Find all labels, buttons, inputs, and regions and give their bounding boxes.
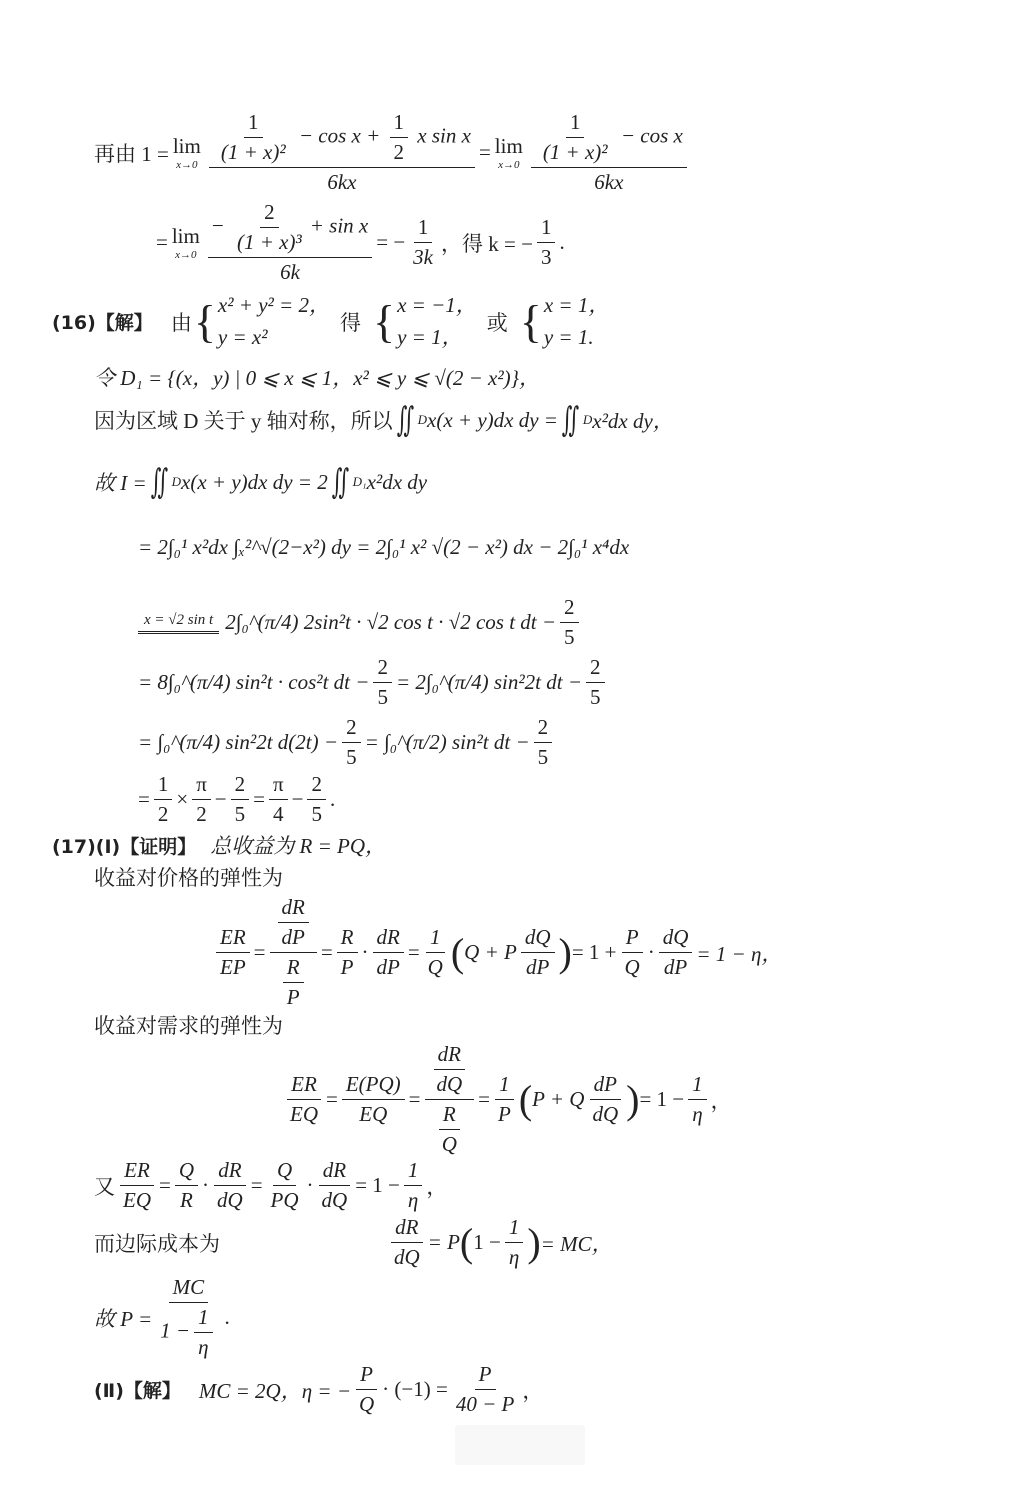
faded-mark bbox=[455, 1425, 585, 1465]
substitution-caption: x = √2 sin t bbox=[138, 612, 219, 634]
integral-step-5: = $\frac{1}{2}$ × $\frac{\pi}{2}$ − $\frac{2}{5}$ = $\frac{\pi}{4}$ − $\frac{2}{5}$ . bbox=[138, 772, 336, 826]
integral-step-3: = 8∫₀^(π/4) sin²t · cos²t dt − $\frac{2}{5}$ = 2∫₀^(π/4) sin²2t dt − $\frac{2}{5}$ bbox=[138, 655, 609, 710]
text-prefix: 再由 1 = bbox=[94, 141, 169, 166]
elasticity-price-title: 收益对价格的弹性为 bbox=[94, 866, 283, 890]
integral-step-1: = 2∫₀¹ x²dx ∫ₓ²^√(2−x²) dy = 2∫₀¹ x² √(2 − x²) dx − 2∫₀¹ x⁴dx bbox=[138, 535, 630, 559]
formula-2: $\frac{ER}{EQ}$ = $\frac{E(PQ)}{EQ}$ = $\frac{\frac{dR}{dQ}}{\frac{R}{Q}}$ = $\frac{1}{P}$ ( P + Q $\frac{dP}{dQ}$ ) = 1 − $\frac{1}{\eta}$ ， bbox=[282, 1042, 732, 1157]
lim-operator: lim x→0 bbox=[172, 134, 201, 171]
fraction-main-right: $\frac{1}{\text{(1 + x)²}}$ − cos x 6kx bbox=[531, 110, 687, 195]
fraction-main-left: $\frac{1}{\text{(1 + x)²}}$ − cos x + $\frac{1}{2}$ x sin x 6kx bbox=[209, 110, 475, 195]
integral-step-2: x = √2 sin t 2∫₀^(π/4) 2sin²t · √2 cos t · √2 cos t dt − $\frac{2}{5}$ bbox=[138, 595, 583, 650]
p-line: 故 P = MC 1 − $\frac{1}{\eta}$ . bbox=[94, 1275, 230, 1359]
d1-definition: 令 D₁ = {(x，y) | 0 ⩽ x ⩽ 1，x² ⩽ y ⩽ √(2 − x²)}， bbox=[94, 366, 541, 390]
q16-label: (16)【解】 bbox=[52, 312, 153, 334]
q17-label: (17)(Ⅰ)【证明】 bbox=[52, 835, 197, 858]
elasticity-demand-title: 收益对需求的弹性为 bbox=[94, 1014, 283, 1038]
q17-line: (17)(Ⅰ)【证明】 总收益为 R = PQ， bbox=[52, 830, 386, 860]
i-line: 故 I = ∬ D x(x + y)dx dy = 2 ∬ D₁ x²dx dy bbox=[94, 464, 428, 501]
q17b-label: (Ⅱ)【解】 bbox=[94, 1380, 181, 1402]
symmetry-line: 因为区域 D 关于 y 轴对称，所以 ∬ D x(x + y)dx dy = ∬ D x²dx dy， bbox=[94, 402, 674, 439]
q17b-line: (Ⅱ)【解】 MC = 2Q，η = − $\frac{P}{Q}$ · (−1) = $\frac{P}{40 - P}$ ， bbox=[94, 1362, 544, 1416]
formula-1: $\frac{ER}{EP}$ = $\frac{\frac{dR}{dP}}{\frac{R}{P}}$ = $\frac{R}{P}$ · $\frac{dR}{dP}$ = $\frac{1}{Q}$ ( Q + P $\frac{dQ}{dP}$ ) = 1 + $\frac{P}{Q}$ · $\frac{dQ}{dP}$ = 1 − η， bbox=[212, 895, 782, 1010]
limit-line-1: 再由 1 = lim x→0 $\frac{1}{\text{(1 + x)²}}$ − cos x + $\frac{1}{2}$ x sin x 6kx = lim x→0 $\frac{1}{\text{(1 + x)²}}$ − cos x 6kx bbox=[94, 110, 691, 195]
q16-line: (16)【解】 由 { x² + y² = 2， y = x² 得 { x = −1， y = 1， 或 { x = 1， y = 1. bbox=[52, 293, 610, 349]
limit-line-2: = lim x→0 − $\frac{2}{\text{(1 + x)³}}$ + sin x 6k = − $\frac{1}{3k}$ ，得 k = − $\frac{1}{3}$ . bbox=[156, 200, 565, 284]
you-line: 又 $\frac{ER}{EQ}$ = $\frac{Q}{R}$ · $\frac{dR}{dQ}$ = $\frac{Q}{PQ}$ · $\frac{dR}{dQ}$ = 1 − $\frac{1}{\eta}$ ， bbox=[94, 1158, 448, 1212]
mc-line: 而边际成本为 $\frac{dR}{dQ}$ = P ( 1 − $\frac{1}{\eta}$ ) = MC， bbox=[94, 1215, 613, 1269]
integral-step-4: = ∫₀^(π/4) sin²2t d(2t) − $\frac{2}{5}$ = ∫₀^(π/2) sin²t dt − $\frac{2}{5}$ bbox=[138, 715, 556, 770]
